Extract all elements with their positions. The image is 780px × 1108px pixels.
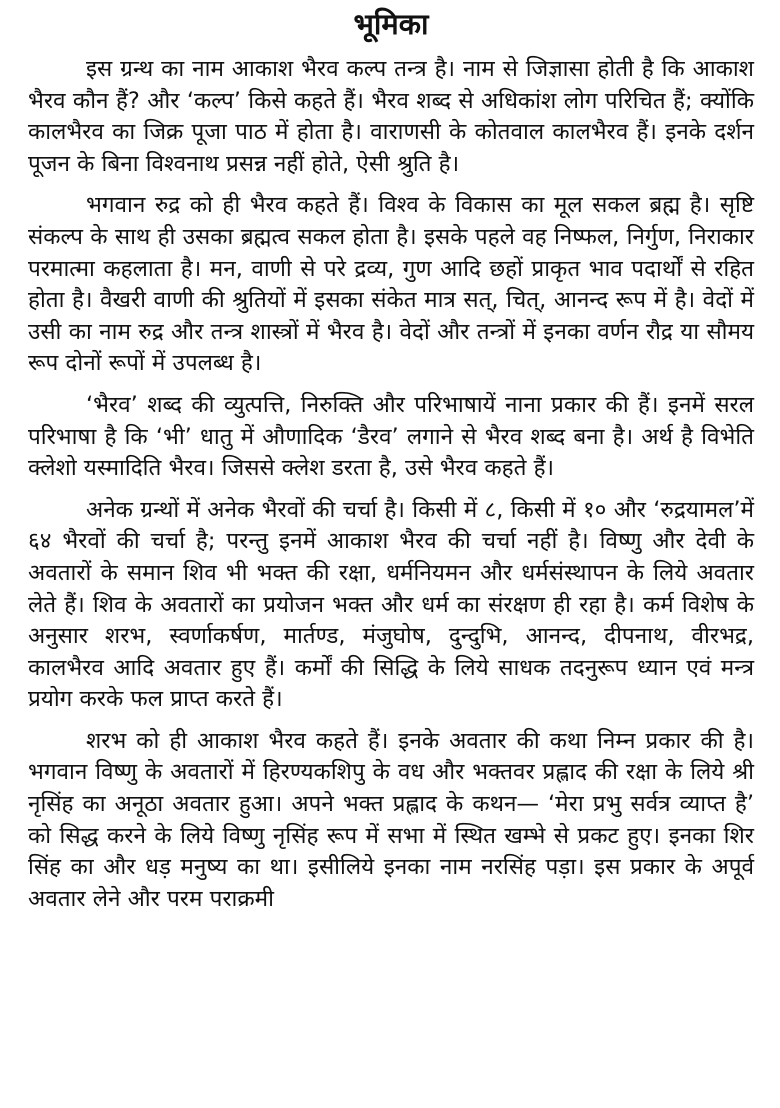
page-title: भूमिका	[353, 7, 429, 41]
paragraph-1: इस ग्रन्थ का नाम आकाश भैरव कल्प तन्त्र है। नाम से जिज्ञासा होती है कि आकाश भैरव कौन हैं? और ‘कल्प’ किसे कहते हैं। भैरव शब्द से अधिकांश लोग परिचित हैं; क्योंकि कालभैरव का जिक्र पूजा पाठ में होता है। वाराणसी के कोतवाल कालभैरव हैं। इनके दर्शन पूजन के बिना विश्वनाथ प्रसन्न नहीं होते, ऐसी श्रुति है।	[28, 56, 754, 177]
paragraph-2: भगवान रुद्र को ही भैरव कहते हैं। विश्व के विकास का मूल सकल ब्रह्म है। सृष्टि संकल्प के साथ ही उसका ब्रह्मत्व सकल होता है। इसके पहले वह निष्फल, निर्गुण, निराकार परमात्मा कहलाता है। मन, वाणी से परे द्रव्य, गुण आदि छहों प्राकृत भाव पदार्थों से रहित होता है। वैखरी वाणी की श्रुतियों में इसका संकेत मात्र सत्, चित्, आनन्द रूप में है। वेदों में उसी का नाम रुद्र और तन्त्र शास्त्रों में भैरव है। वेदों और तन्त्रों में इनका वर्णन रौद्र या सौमय रूप दोनों रूपों में उपलब्ध है।	[28, 192, 754, 377]
paragraph-3: ‘भैरव’ शब्द की व्युत्पत्ति, निरुक्ति और परिभाषायें नाना प्रकार की हैं। इनमें सरल परिभाषा है कि ‘भी’ धातु में औणादिक ‘डैरव’ लगाने से भैरव शब्द बना है। अर्थ है विभेति क्लेशो यस्मादिति भैरव। जिससे क्लेश डरता है, उसे भैरव कहते हैं।	[28, 391, 754, 482]
paragraph-5: शरभ को ही आकाश भैरव कहते हैं। इनके अवतार की कथा निम्न प्रकार की है। भगवान विष्णु के अवतारों में हिरण्यकशिपु के वध और भक्तवर प्रह्लाद की रक्षा के लिये श्री नृसिंह का अनूठा अवतार हुआ। अपने भक्त प्रह्लाद के कथन— ‘मेरा प्रभु सर्वत्र व्याप्त है’ को सिद्ध करने के लिये विष्णु नृसिंह रूप में सभा में स्थित खम्भे से प्रकट हुए। इनका शिर सिंह का और धड़ मनुष्य का था। इसीलिये इनका नाम नरसिंह पड़ा। इस प्रकार के अपूर्व अवतार लेने और परम पराक्रमी	[28, 727, 754, 912]
paragraph-4: अनेक ग्रन्थों में अनेक भैरवों की चर्चा है। किसी में ८, किसी में १० और ‘रुद्रयामल’में ६४ भैरवों की चर्चा है; परन्तु इनमें आकाश भैरव की चर्चा नहीं है। विष्णु और देवी के अवतारों के समान शिव भी भक्त की रक्षा, धर्मनियमन और धर्मसंस्थापन के लिये अवतार लेते हैं। शिव के अवतारों का प्रयोजन भक्त और धर्म का संरक्षण ही रहा है। कर्म विशेष के अनुसार शरभ, स्वर्णाकर्षण, मार्तण्ड, मंजुघोष, दुन्दुभि, आनन्द, दीपनाथ, वीरभद्र, कालभैरव आदि अवतार हुए हैं। कर्मों की सिद्धि के लिये साधक तदनुरूप ध्यान एवं मन्त्र प्रयोग करके फल प्राप्त करते हैं।	[28, 496, 754, 713]
